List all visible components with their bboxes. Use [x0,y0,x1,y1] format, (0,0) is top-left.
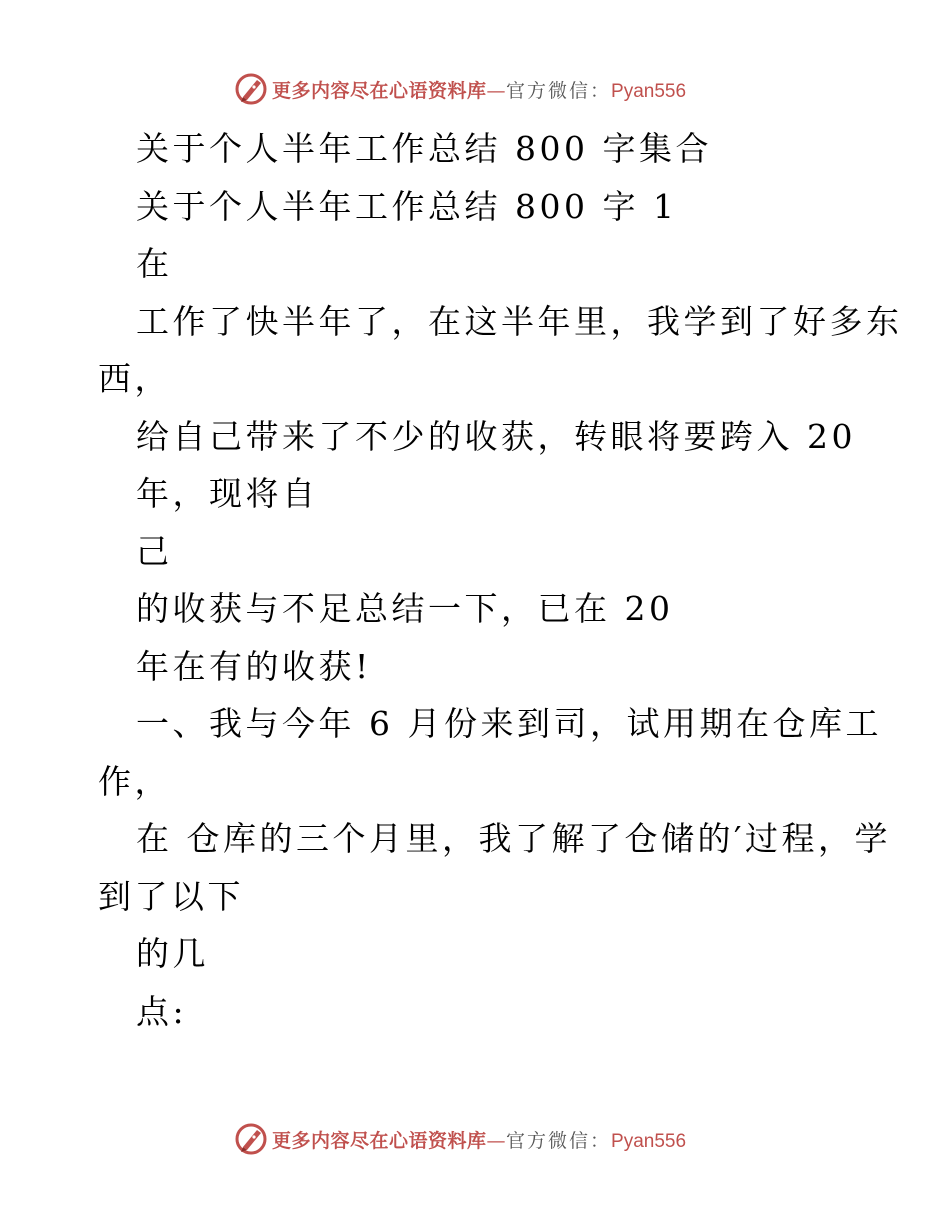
text-line: 年，现将自 [136,474,319,513]
watermark-wechat-id: Pyan556 [611,1130,687,1152]
text-line: 在 [136,244,173,283]
header-watermark [234,72,686,106]
watermark-wechat-label: 官方微信： [506,1129,612,1152]
text-line: 点: [136,991,188,1031]
text-line: 的收获与不足总结一下，已在 20 [136,589,674,628]
text-line: 工作了快半年了，在这半年里，我学到了好多东 [136,301,903,341]
watermark-dash: — [486,1129,507,1152]
watermark-wechat-id: Pyan556 [611,80,687,102]
text-line: 作， [98,761,171,801]
watermark-dash: — [486,79,507,102]
watermark-lead: 更多内容尽在心语资料库 [272,79,487,102]
text-line: 关于个人半年工作总结 800 字集合 [136,129,712,168]
text-line: 在 仓库的三个月里，我了解了仓储的′过程，学 [136,819,891,858]
document-body [98,120,903,1040]
text-line: 西， [98,359,171,398]
watermark-text [272,76,686,103]
text-line: 己 [136,531,173,571]
text-line: 的几 [136,934,209,973]
pen-logo-icon [234,72,268,106]
footer-watermark [234,1122,686,1156]
text-line: 一、我与今年 6 月份来到司，试用期在仓库工 [136,704,882,743]
text-line: 年在有的收获! [136,646,372,686]
text-line: 给自己带来了不少的收获，转眼将要跨入 20 [136,416,856,456]
text-line: 到了以下 [98,876,244,916]
watermark-lead: 更多内容尽在心语资料库 [272,1129,487,1152]
watermark-text [272,1126,686,1153]
pen-logo-icon [234,1122,268,1156]
text-line: 关于个人半年工作总结 800 字 1 [136,186,678,226]
watermark-wechat-label: 官方微信： [506,79,612,102]
